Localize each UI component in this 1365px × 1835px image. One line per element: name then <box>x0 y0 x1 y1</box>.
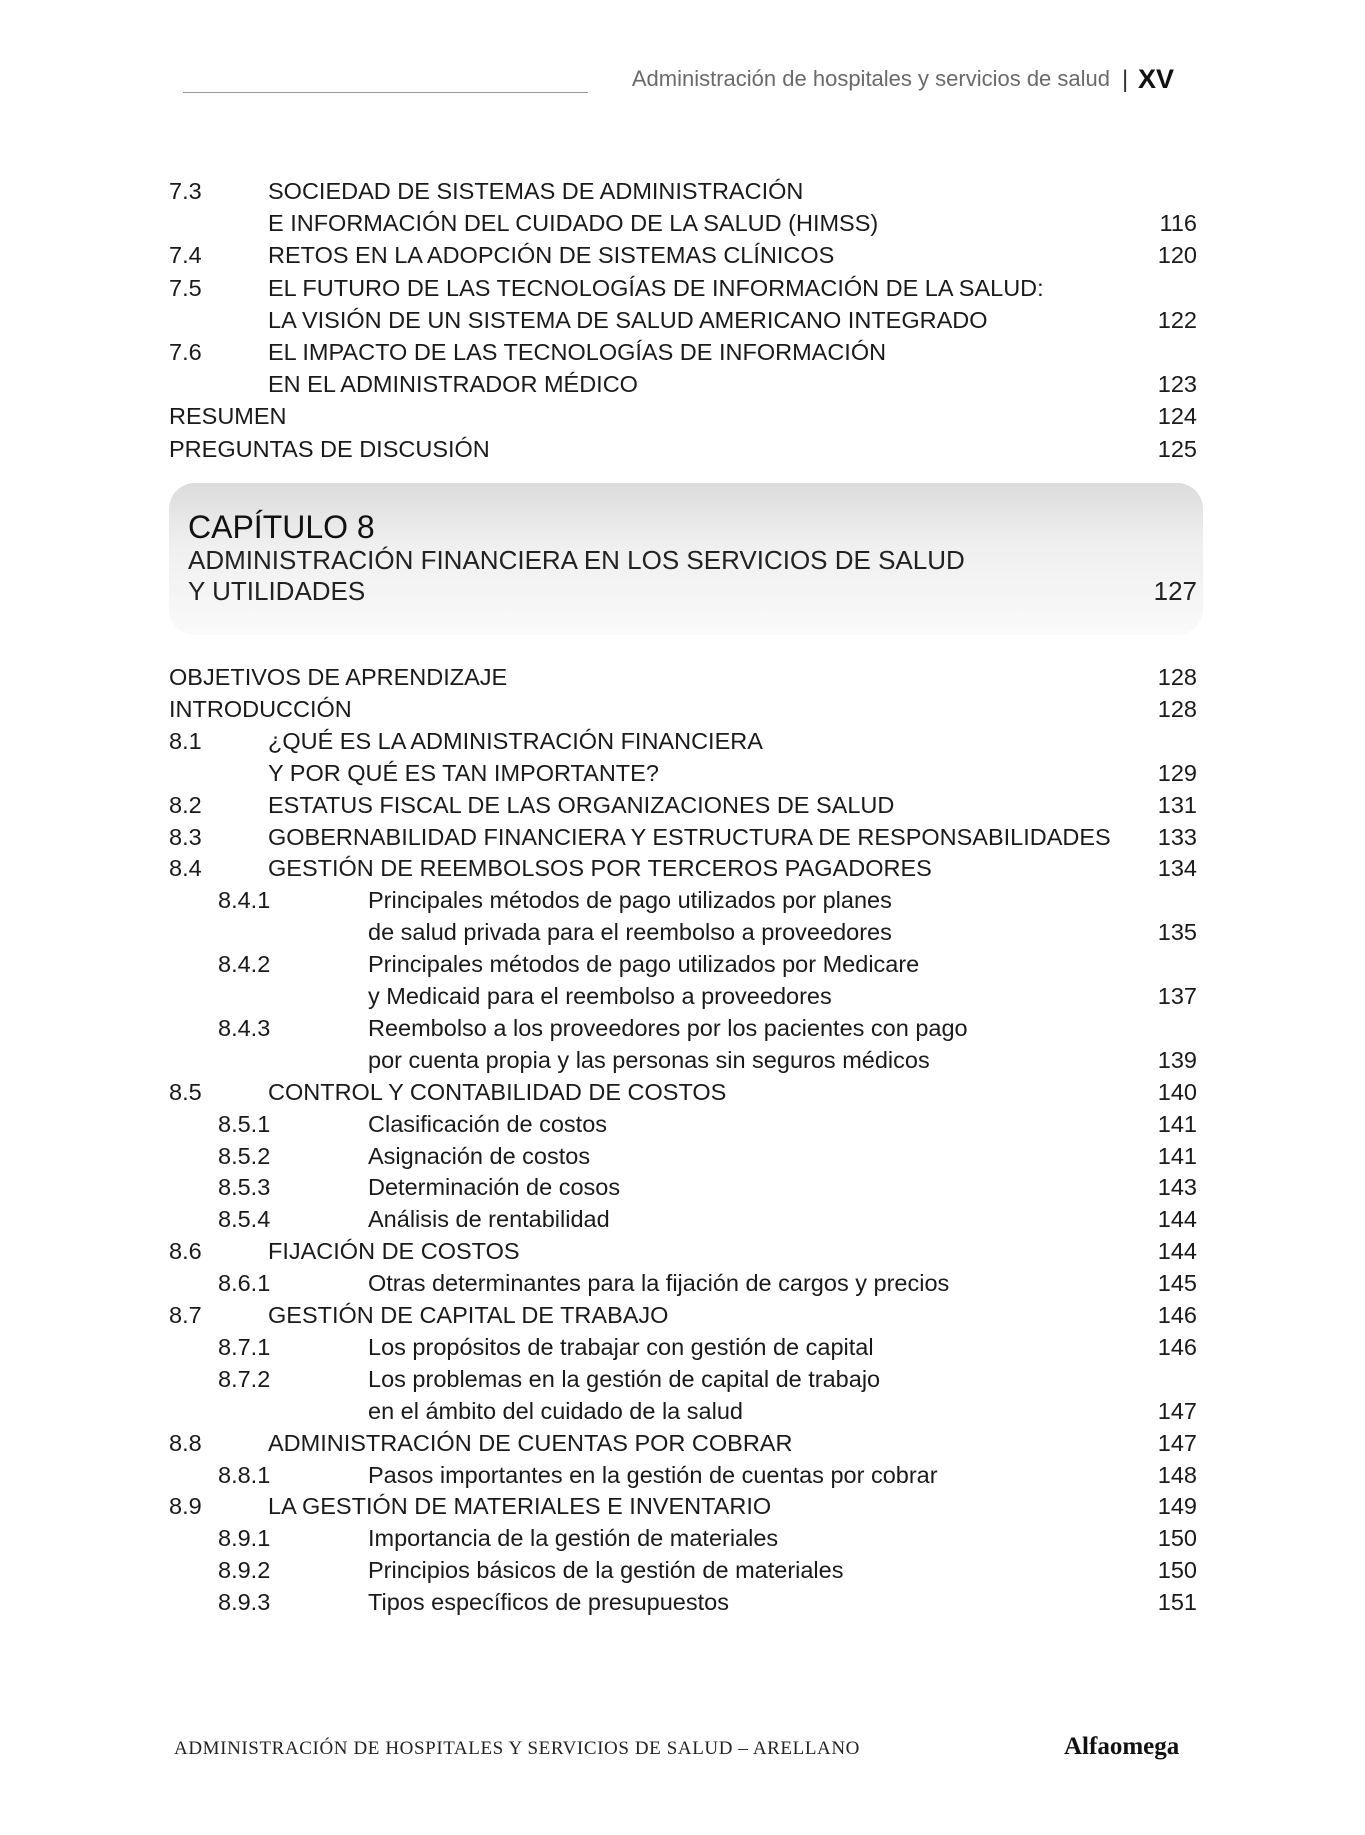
toc-entry <box>0 916 1365 948</box>
toc-entry-number: 8.4.3 <box>218 1014 271 1041</box>
toc-entry-title: ADMINISTRACIÓN DE CUENTAS POR COBRAR <box>268 1429 793 1456</box>
toc-entry-page: 128 <box>1157 695 1197 722</box>
toc-entry-number: 8.9 <box>169 1493 202 1520</box>
toc-entry-page: 134 <box>1157 855 1197 882</box>
toc-entry-number: 8.1 <box>169 727 202 754</box>
toc-entry-title: Tipos específicos de presupuestos <box>368 1589 729 1616</box>
toc-entry-title: en el ámbito del cuidado de la salud <box>368 1397 743 1424</box>
header-separator: | <box>1122 66 1129 93</box>
toc-entry <box>0 852 1365 884</box>
toc-entry-title: GESTIÓN DE CAPITAL DE TRABAJO <box>268 1302 669 1328</box>
toc-entry-title: SOCIEDAD DE SISTEMAS DE ADMINISTRACIÓN <box>268 178 804 204</box>
toc-entry <box>0 1554 1365 1586</box>
toc-entry-number: 8.6.1 <box>218 1270 271 1297</box>
toc-entry <box>0 1076 1365 1108</box>
toc-entry-page: 150 <box>1157 1557 1197 1584</box>
toc-entry-number: 7.3 <box>169 178 202 204</box>
toc-entry-page: 144 <box>1157 1206 1197 1233</box>
toc-entry-page: 148 <box>1157 1461 1197 1488</box>
toc-entry-title: EL FUTURO DE LAS TECNOLOGÍAS DE INFORMACIÓN DE LA SALUD: <box>268 274 1044 301</box>
toc-entry <box>0 980 1365 1012</box>
toc-entry <box>0 884 1365 916</box>
toc-entry-title: por cuenta propia y las personas sin seguros médicos <box>368 1046 930 1073</box>
toc-entry-title: OBJETIVOS DE APRENDIZAJE <box>169 664 508 690</box>
chapter-heading-box <box>169 483 1203 635</box>
toc-entry-title: Principales métodos de pago utilizados por Medicare <box>368 951 920 978</box>
toc-entry-page: 140 <box>1157 1078 1197 1105</box>
toc-entry <box>0 1140 1365 1172</box>
toc-entry-number: 8.5.2 <box>218 1142 271 1169</box>
toc-entry-title: Análisis de rentabilidad <box>368 1206 610 1233</box>
toc-entry-page: 137 <box>1157 983 1197 1009</box>
header-rule <box>183 92 588 93</box>
toc-entry-title: E INFORMACIÓN DEL CUIDADO DE LA SALUD (HIMSS) <box>268 210 879 237</box>
toc-entry-page: 135 <box>1157 919 1197 946</box>
toc-entry-title: GESTIÓN DE REEMBOLSOS POR TERCEROS PAGADORES <box>268 855 932 882</box>
toc-entry-number: 8.4.2 <box>218 951 271 978</box>
toc-entry <box>0 272 1365 304</box>
toc-entry-title: y Medicaid para el reembolso a proveedores <box>368 983 832 1009</box>
toc-entry-title: Otras determinantes para la fijación de cargos y precios <box>368 1270 950 1297</box>
toc-entry <box>0 175 1365 207</box>
toc-entry-number: 8.8.1 <box>218 1461 271 1488</box>
toc-entry <box>0 948 1365 980</box>
toc-entry-page: 147 <box>1157 1429 1197 1456</box>
toc-entry-title: LA VISIÓN DE UN SISTEMA DE SALUD AMERICANO INTEGRADO <box>268 306 988 333</box>
toc-entry-title: Y POR QUÉ ES TAN IMPORTANTE? <box>268 759 659 786</box>
toc-entry-page: 129 <box>1157 759 1197 786</box>
footer-publisher: Alfaomega <box>1064 1733 1180 1760</box>
toc-entry <box>0 1363 1365 1395</box>
toc-entry-title: FIJACIÓN DE COSTOS <box>268 1238 520 1265</box>
toc-entry-number: 8.4.1 <box>218 887 271 914</box>
toc-entry <box>0 1459 1365 1491</box>
toc-entry <box>0 1012 1365 1044</box>
toc-entry-title: Determinación de cosos <box>368 1174 621 1201</box>
toc-entry-number: 8.7.2 <box>218 1365 271 1392</box>
toc-entry-page: 139 <box>1157 1046 1197 1073</box>
toc-entry-page: 131 <box>1157 791 1197 818</box>
toc-entry-page: 124 <box>1157 403 1197 430</box>
toc-entry-title: Principios básicos de la gestión de materiales <box>368 1557 844 1584</box>
toc-entry <box>0 1586 1365 1618</box>
toc-entry-number: 8.5.3 <box>218 1174 271 1201</box>
toc-entry <box>0 1267 1365 1299</box>
toc-entry-title: Principales métodos de pago utilizados por planes <box>368 887 892 914</box>
toc-entry <box>0 1044 1365 1076</box>
toc-entry-page: 151 <box>1157 1589 1197 1616</box>
toc-entry-page: 146 <box>1157 1333 1197 1360</box>
toc-entry-page: 150 <box>1157 1525 1197 1552</box>
toc-entry <box>0 1299 1365 1331</box>
footer-book-title: ADMINISTRACIÓN DE HOSPITALES Y SERVICIOS DE SALUD – ARELLANO <box>174 1738 860 1759</box>
toc-entry-number: 8.8 <box>169 1429 202 1456</box>
toc-entry-number: 8.5 <box>169 1078 202 1105</box>
toc-entry <box>0 239 1365 271</box>
toc-entry-page: 149 <box>1157 1493 1197 1520</box>
toc-entry-page: 144 <box>1157 1238 1197 1265</box>
toc-entry <box>0 1427 1365 1459</box>
toc-entry-page: 147 <box>1157 1397 1197 1424</box>
toc-entry-number: 8.5.1 <box>218 1110 271 1137</box>
toc-entry <box>0 693 1365 725</box>
toc-entry-title: Importancia de la gestión de materiales <box>368 1525 779 1552</box>
toc-entry <box>0 661 1365 693</box>
toc-entry-title: EL IMPACTO DE LAS TECNOLOGÍAS DE INFORMACIÓN <box>268 339 887 365</box>
toc-entry-number: 8.5.4 <box>218 1206 271 1233</box>
toc-entry-title: Clasificación de costos <box>368 1110 608 1137</box>
toc-entry <box>0 789 1365 821</box>
toc-entry-number: 8.9.1 <box>218 1525 271 1552</box>
toc-entry <box>0 368 1365 400</box>
toc-entry-page: 128 <box>1157 664 1197 690</box>
toc-entry-page: 145 <box>1157 1270 1197 1297</box>
toc-entry-page: 143 <box>1157 1174 1197 1201</box>
toc-entry <box>0 1171 1365 1203</box>
toc-entry-title: de salud privada para el reembolso a proveedores <box>368 919 892 946</box>
toc-entry-page: 122 <box>1157 306 1197 333</box>
toc-entry-title: RETOS EN LA ADOPCIÓN DE SISTEMAS CLÍNICOS <box>268 242 835 269</box>
toc-entry-title: ESTATUS FISCAL DE LAS ORGANIZACIONES DE SALUD <box>268 791 895 818</box>
running-header-title: Administración de hospitales y servicios de salud <box>631 66 1110 91</box>
toc-entry <box>0 757 1365 789</box>
toc-entry <box>0 304 1365 336</box>
toc-entry-title: CONTROL Y CONTABILIDAD DE COSTOS <box>268 1078 727 1105</box>
toc-entry-title: ¿QUÉ ES LA ADMINISTRACIÓN FINANCIERA <box>268 727 763 754</box>
toc-entry-number: 8.9.2 <box>218 1557 271 1584</box>
toc-entry <box>0 336 1365 368</box>
toc-entry-title: PREGUNTAS DE DISCUSIÓN <box>169 435 490 462</box>
chapter-subtitle-line1: ADMINISTRACIÓN FINANCIERA EN LOS SERVICIOS DE SALUD <box>188 545 965 575</box>
toc-entry-page: 141 <box>1157 1142 1197 1169</box>
toc-entry-title: Pasos importantes en la gestión de cuentas por cobrar <box>368 1461 938 1488</box>
toc-entry <box>0 1235 1365 1267</box>
toc-entry <box>0 1203 1365 1235</box>
toc-entry-page: 123 <box>1157 371 1197 398</box>
toc-entry-number: 8.2 <box>169 791 202 818</box>
toc-entry <box>0 821 1365 853</box>
page-number: XV <box>1138 64 1175 94</box>
toc-entry <box>0 1522 1365 1554</box>
toc-entry-number: 8.7 <box>169 1302 202 1328</box>
chapter-subtitle-line2: Y UTILIDADES <box>188 576 366 606</box>
toc-entry-number: 7.4 <box>169 242 202 269</box>
toc-entry <box>0 1490 1365 1522</box>
toc-entry-page: 120 <box>1157 242 1197 269</box>
toc-entry-title: Reembolso a los proveedores por los pacientes con pago <box>368 1014 968 1041</box>
toc-entry-page: 146 <box>1157 1302 1197 1328</box>
toc-entry <box>0 1108 1365 1140</box>
toc-entry-title: Los propósitos de trabajar con gestión de capital <box>368 1333 874 1360</box>
toc-entry-title: RESUMEN <box>169 403 287 430</box>
toc-entry <box>0 1395 1365 1427</box>
toc-entry-number: 8.3 <box>169 823 202 850</box>
toc-entry-number: 8.9.3 <box>218 1589 271 1616</box>
toc-entry <box>0 400 1365 432</box>
toc-entry <box>0 1331 1365 1363</box>
chapter-title: CAPÍTULO 8 <box>188 509 375 545</box>
toc-entry-number: 8.6 <box>169 1238 202 1265</box>
toc-entry-title: Asignación de costos <box>368 1142 591 1169</box>
toc-entry <box>0 725 1365 757</box>
toc-entry-title: GOBERNABILIDAD FINANCIERA Y ESTRUCTURA DE RESPONSABILIDADES <box>268 823 1111 850</box>
toc-entry <box>0 433 1365 465</box>
toc-entry-page: 125 <box>1157 435 1197 462</box>
toc-entry-number: 7.5 <box>169 274 202 301</box>
toc-entry-number: 7.6 <box>169 339 202 365</box>
toc-entry-title: Los problemas en la gestión de capital de trabajo <box>368 1365 881 1392</box>
toc-entry-page: 133 <box>1157 823 1197 850</box>
toc-entry-page: 116 <box>1159 210 1197 237</box>
toc-entry-title: EN EL ADMINISTRADOR MÉDICO <box>268 371 638 398</box>
toc-entry-title: LA GESTIÓN DE MATERIALES E INVENTARIO <box>268 1493 772 1520</box>
toc-entry-page: 141 <box>1157 1110 1197 1137</box>
toc-entry-number: 8.4 <box>169 855 202 882</box>
toc-entry-number: 8.7.1 <box>218 1333 271 1360</box>
chapter-page: 127 <box>1153 576 1197 606</box>
toc-entry-title: INTRODUCCIÓN <box>169 695 352 722</box>
toc-entry <box>0 207 1365 239</box>
